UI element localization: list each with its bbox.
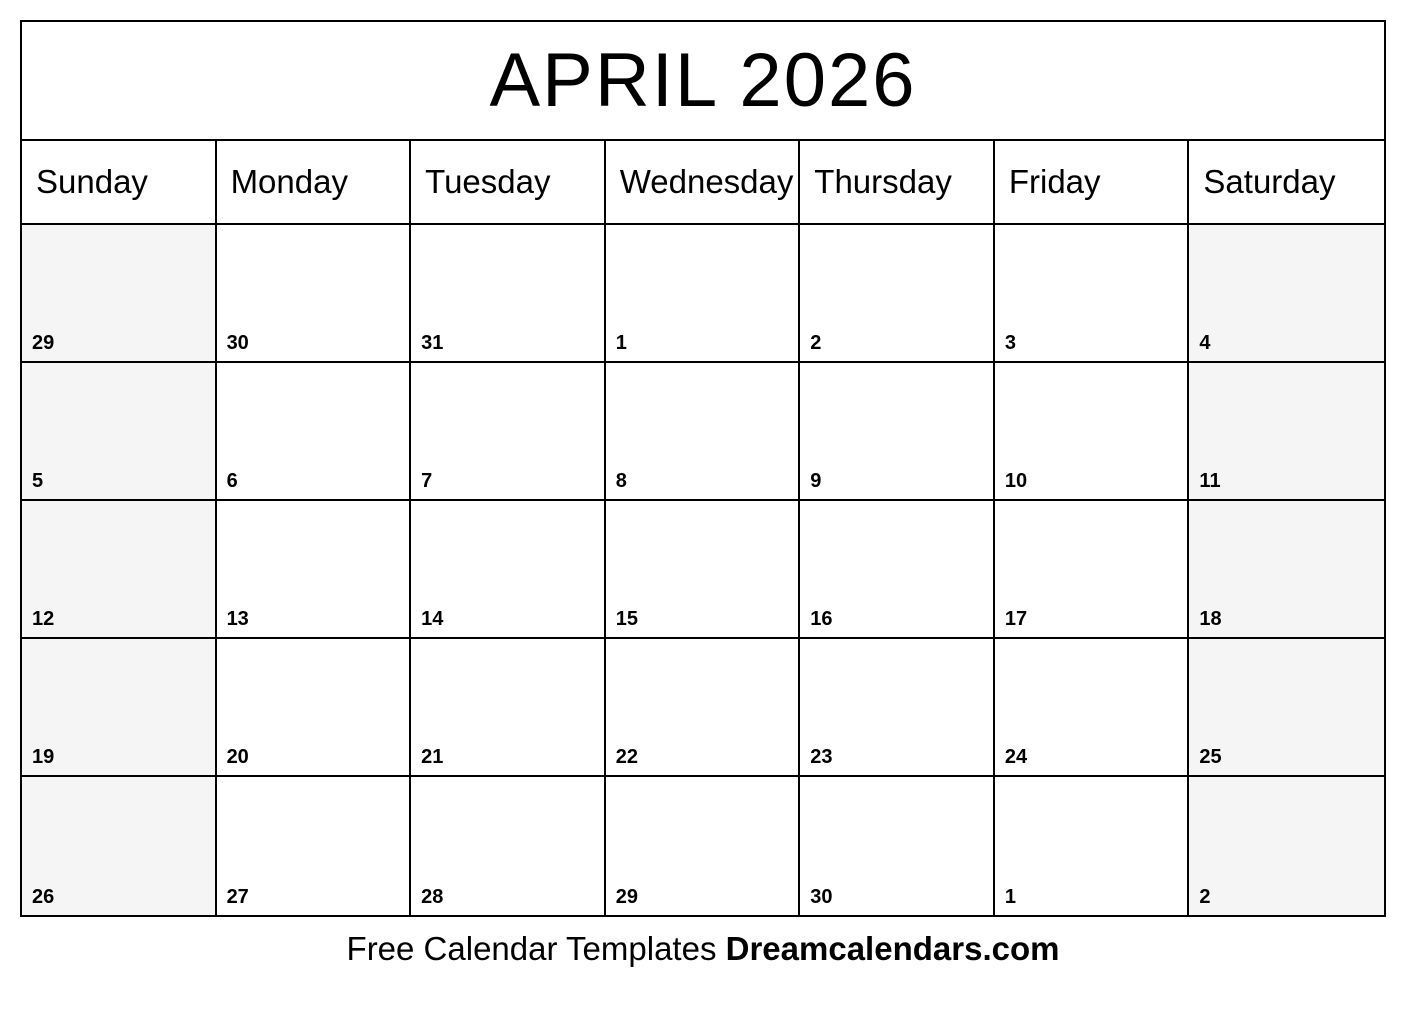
weekday-header-sunday: Sunday — [22, 141, 217, 225]
day-cell[interactable] — [22, 363, 217, 501]
day-cell[interactable] — [995, 777, 1190, 915]
calendar-week-row — [22, 639, 1384, 777]
day-cell[interactable] — [411, 225, 606, 363]
day-number: 30 — [226, 332, 249, 354]
day-cell[interactable] — [995, 501, 1190, 639]
day-cell[interactable] — [22, 777, 217, 915]
day-number: 23 — [810, 746, 833, 768]
day-cell[interactable] — [1189, 777, 1384, 915]
day-cell[interactable] — [995, 639, 1190, 777]
day-number: 17 — [1004, 608, 1028, 630]
day-number: 7 — [421, 470, 433, 492]
day-cell[interactable] — [995, 225, 1190, 363]
day-cell[interactable] — [217, 225, 412, 363]
day-cell[interactable] — [606, 777, 801, 915]
weekday-header-row — [22, 141, 1384, 225]
calendar-week-row — [22, 225, 1384, 363]
day-number: 1 — [1004, 886, 1016, 908]
footer-credit — [0, 930, 1406, 968]
day-number: 27 — [226, 886, 249, 908]
weekday-header-friday: Friday — [995, 141, 1190, 225]
day-cell[interactable] — [800, 777, 995, 915]
day-number: 16 — [810, 608, 833, 630]
day-cell[interactable] — [411, 777, 606, 915]
day-number: 28 — [421, 886, 444, 908]
day-number: 29 — [32, 332, 55, 354]
day-cell[interactable] — [1189, 639, 1384, 777]
day-cell[interactable] — [217, 777, 412, 915]
day-cell[interactable] — [411, 639, 606, 777]
day-number: 2 — [1199, 886, 1211, 908]
day-cell[interactable] — [411, 501, 606, 639]
day-cell[interactable] — [606, 363, 801, 501]
day-cell[interactable] — [800, 639, 995, 777]
day-cell[interactable] — [217, 639, 412, 777]
day-number: 11 — [1199, 470, 1221, 492]
day-number: 14 — [421, 608, 444, 630]
day-cell[interactable] — [22, 639, 217, 777]
day-number: 6 — [226, 470, 238, 492]
calendar-week-row — [22, 501, 1384, 639]
calendar-title-row — [22, 22, 1384, 141]
day-number: 25 — [1199, 746, 1222, 768]
day-number: 12 — [32, 608, 55, 630]
day-number: 13 — [226, 608, 249, 630]
day-cell[interactable] — [606, 225, 801, 363]
day-number: 31 — [421, 332, 444, 354]
day-number: 5 — [32, 470, 44, 492]
day-number: 9 — [810, 470, 822, 492]
calendar-week-row — [22, 777, 1384, 915]
day-cell[interactable] — [22, 225, 217, 363]
day-cell[interactable] — [606, 501, 801, 639]
footer-free-text: Free Calendar Templates — [346, 930, 726, 967]
day-cell[interactable] — [217, 501, 412, 639]
calendar-week-row — [22, 363, 1384, 501]
day-number: 8 — [615, 470, 627, 492]
day-number: 26 — [32, 886, 55, 908]
day-number: 24 — [1004, 746, 1028, 768]
weekday-header-saturday: Saturday — [1189, 141, 1384, 225]
day-number: 15 — [615, 608, 638, 630]
weekday-header-tuesday: Tuesday — [411, 141, 606, 225]
day-number: 2 — [810, 332, 822, 354]
day-number: 20 — [226, 746, 249, 768]
day-number: 3 — [1004, 332, 1016, 354]
day-number: 21 — [421, 746, 444, 768]
calendar-table — [20, 20, 1386, 917]
day-number: 29 — [615, 886, 638, 908]
day-cell[interactable] — [411, 363, 606, 501]
day-number: 19 — [32, 746, 55, 768]
footer-brand-link[interactable]: Dreamcalendars.com — [725, 930, 1060, 967]
day-number: 22 — [615, 746, 638, 768]
day-cell[interactable] — [800, 501, 995, 639]
weekday-header-wednesday: Wednesday — [606, 141, 801, 225]
weekday-header-monday: Monday — [217, 141, 412, 225]
page-title: APRIL 2026 — [489, 37, 917, 123]
day-cell[interactable] — [22, 501, 217, 639]
day-cell[interactable] — [217, 363, 412, 501]
day-cell[interactable] — [995, 363, 1190, 501]
day-number: 10 — [1004, 470, 1028, 492]
day-cell[interactable] — [1189, 225, 1384, 363]
day-cell[interactable] — [800, 225, 995, 363]
day-cell[interactable] — [606, 639, 801, 777]
day-number: 18 — [1199, 608, 1222, 630]
day-number: 30 — [810, 886, 833, 908]
day-number: 4 — [1199, 332, 1211, 354]
day-cell[interactable] — [1189, 501, 1384, 639]
weekday-header-thursday: Thursday — [800, 141, 995, 225]
day-cell[interactable] — [1189, 363, 1384, 501]
day-number: 1 — [615, 332, 627, 354]
day-cell[interactable] — [800, 363, 995, 501]
